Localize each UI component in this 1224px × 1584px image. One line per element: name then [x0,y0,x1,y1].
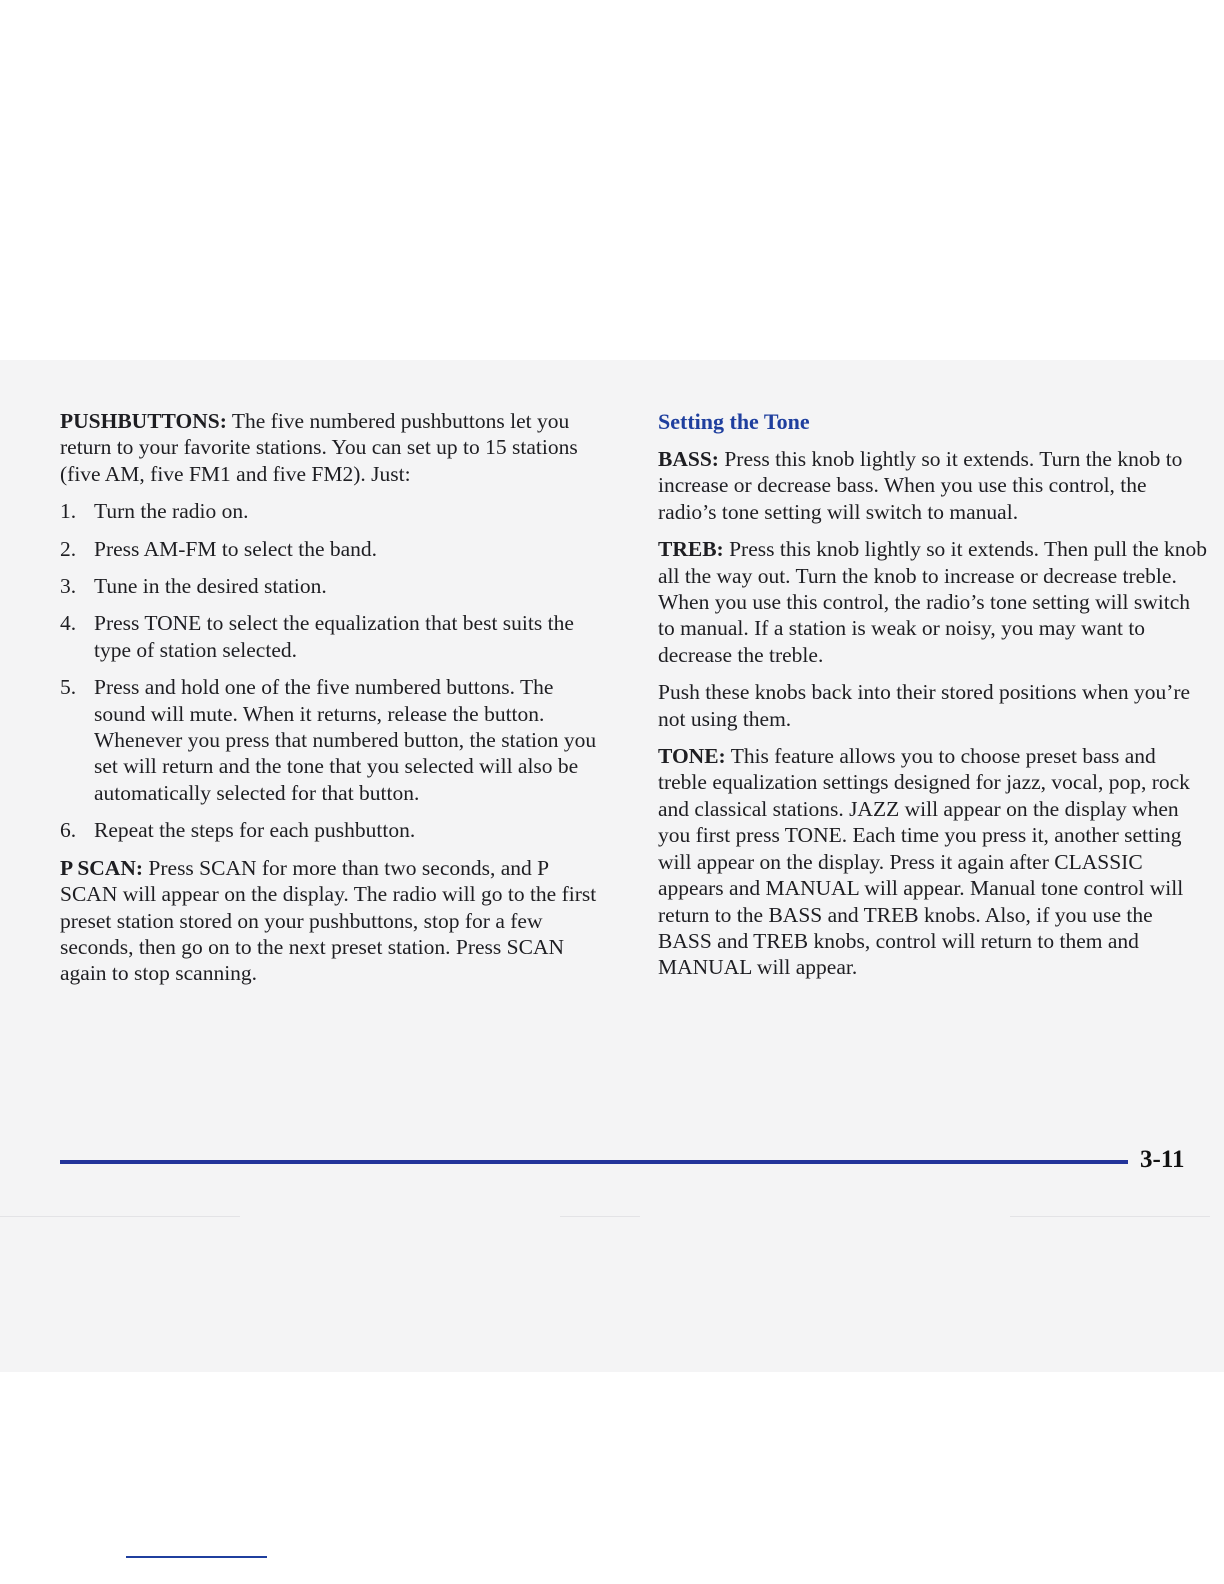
treb-lead: TREB: [658,537,724,562]
left-column [60,408,608,998]
p-scan-text: Press SCAN for more than two seconds, and P SCAN will appear on the display. The radio will go to the first preset station stored on your pushbuttons, stop for a few seconds, then go on to the next preset station. Press SCAN again to stop scanning. [60,855,597,986]
step-text: Press TONE to select the equalization that best suits the type of station selected. [94,611,574,662]
bass-paragraph [658,446,1210,525]
bottom-underline [126,1556,267,1558]
bass-text: Press this knob lightly so it extends. Turn the knob to increase or decrease bass. When you use this control, the radio’s tone setting will switch to manual. [658,447,1183,524]
tone-lead: TONE: [658,744,726,769]
page-number: 3-11 [1140,1146,1185,1173]
right-column [658,408,1210,992]
step-text: Repeat the steps for each pushbutton. [94,818,416,843]
treb-text: Press this knob lightly so it extends. Then pull the knob all the way out. Turn the knob to increase or decrease treble. When you use this control, the radio’s tone setting will switch to manual. If a station is weak or noisy, you may want to decrease the treble. [658,537,1208,667]
step-item [60,674,608,806]
push-back-paragraph: Push these knobs back into their stored positions when you’re not using them. [658,680,1191,731]
steps-list [60,498,608,843]
p-scan-paragraph [60,855,608,987]
step-number: 5. [60,675,77,700]
pushbuttons-text: The five numbered pushbuttons let you return to your favorite stations. You can set up to 15 stations (five AM, five FM1 and five FM2). Just: [60,409,578,486]
scan-artifact-line [1010,1216,1210,1217]
scan-artifact-line [0,1216,240,1217]
bass-lead: BASS: [658,447,719,471]
pushbuttons-lead: PUSHBUTTONS: [60,409,227,433]
pushbuttons-paragraph [60,408,608,487]
step-text: Tune in the desired station. [94,574,327,599]
step-item [60,498,608,524]
scan-artifact-line [560,1216,640,1217]
step-number: 1. [60,499,77,524]
step-number: 2. [60,536,77,561]
step-number: 4. [60,611,77,636]
footer-rule [60,1160,1128,1164]
step-text: Press AM-FM to select the band. [94,536,378,561]
p-scan-lead: P SCAN: [60,855,144,880]
step-text: Turn the radio on. [94,499,249,524]
step-text: Press and hold one of the five numbered buttons. The sound will mute. When it returns, release the button. Whenever you press that numbered button, the station you set will return and the tone that you selected will also be automatically selected for that button. [94,675,597,805]
step-number: 3. [60,574,77,599]
treb-paragraph [658,536,1210,668]
step-item [60,817,608,843]
step-number: 6. [60,818,77,843]
tone-paragraph [658,743,1210,981]
step-item [60,573,608,599]
tone-text: This feature allows you to choose preset bass and treble equalization settings designed for jazz, vocal, pop, rock and classical stations. JAZZ will appear on the display when you first press TONE. Each time you press it, another setting will appear on the display. Press it again after CLASSIC appears and MANUAL will appear. Manual tone control will return to the BASS and TREB knobs. Also, if you use the BASS and TREB knobs, control will return to them and MANUAL will appear. [658,744,1190,980]
step-item [60,536,608,562]
step-item [60,610,608,663]
section-heading: Setting the Tone [658,409,810,434]
